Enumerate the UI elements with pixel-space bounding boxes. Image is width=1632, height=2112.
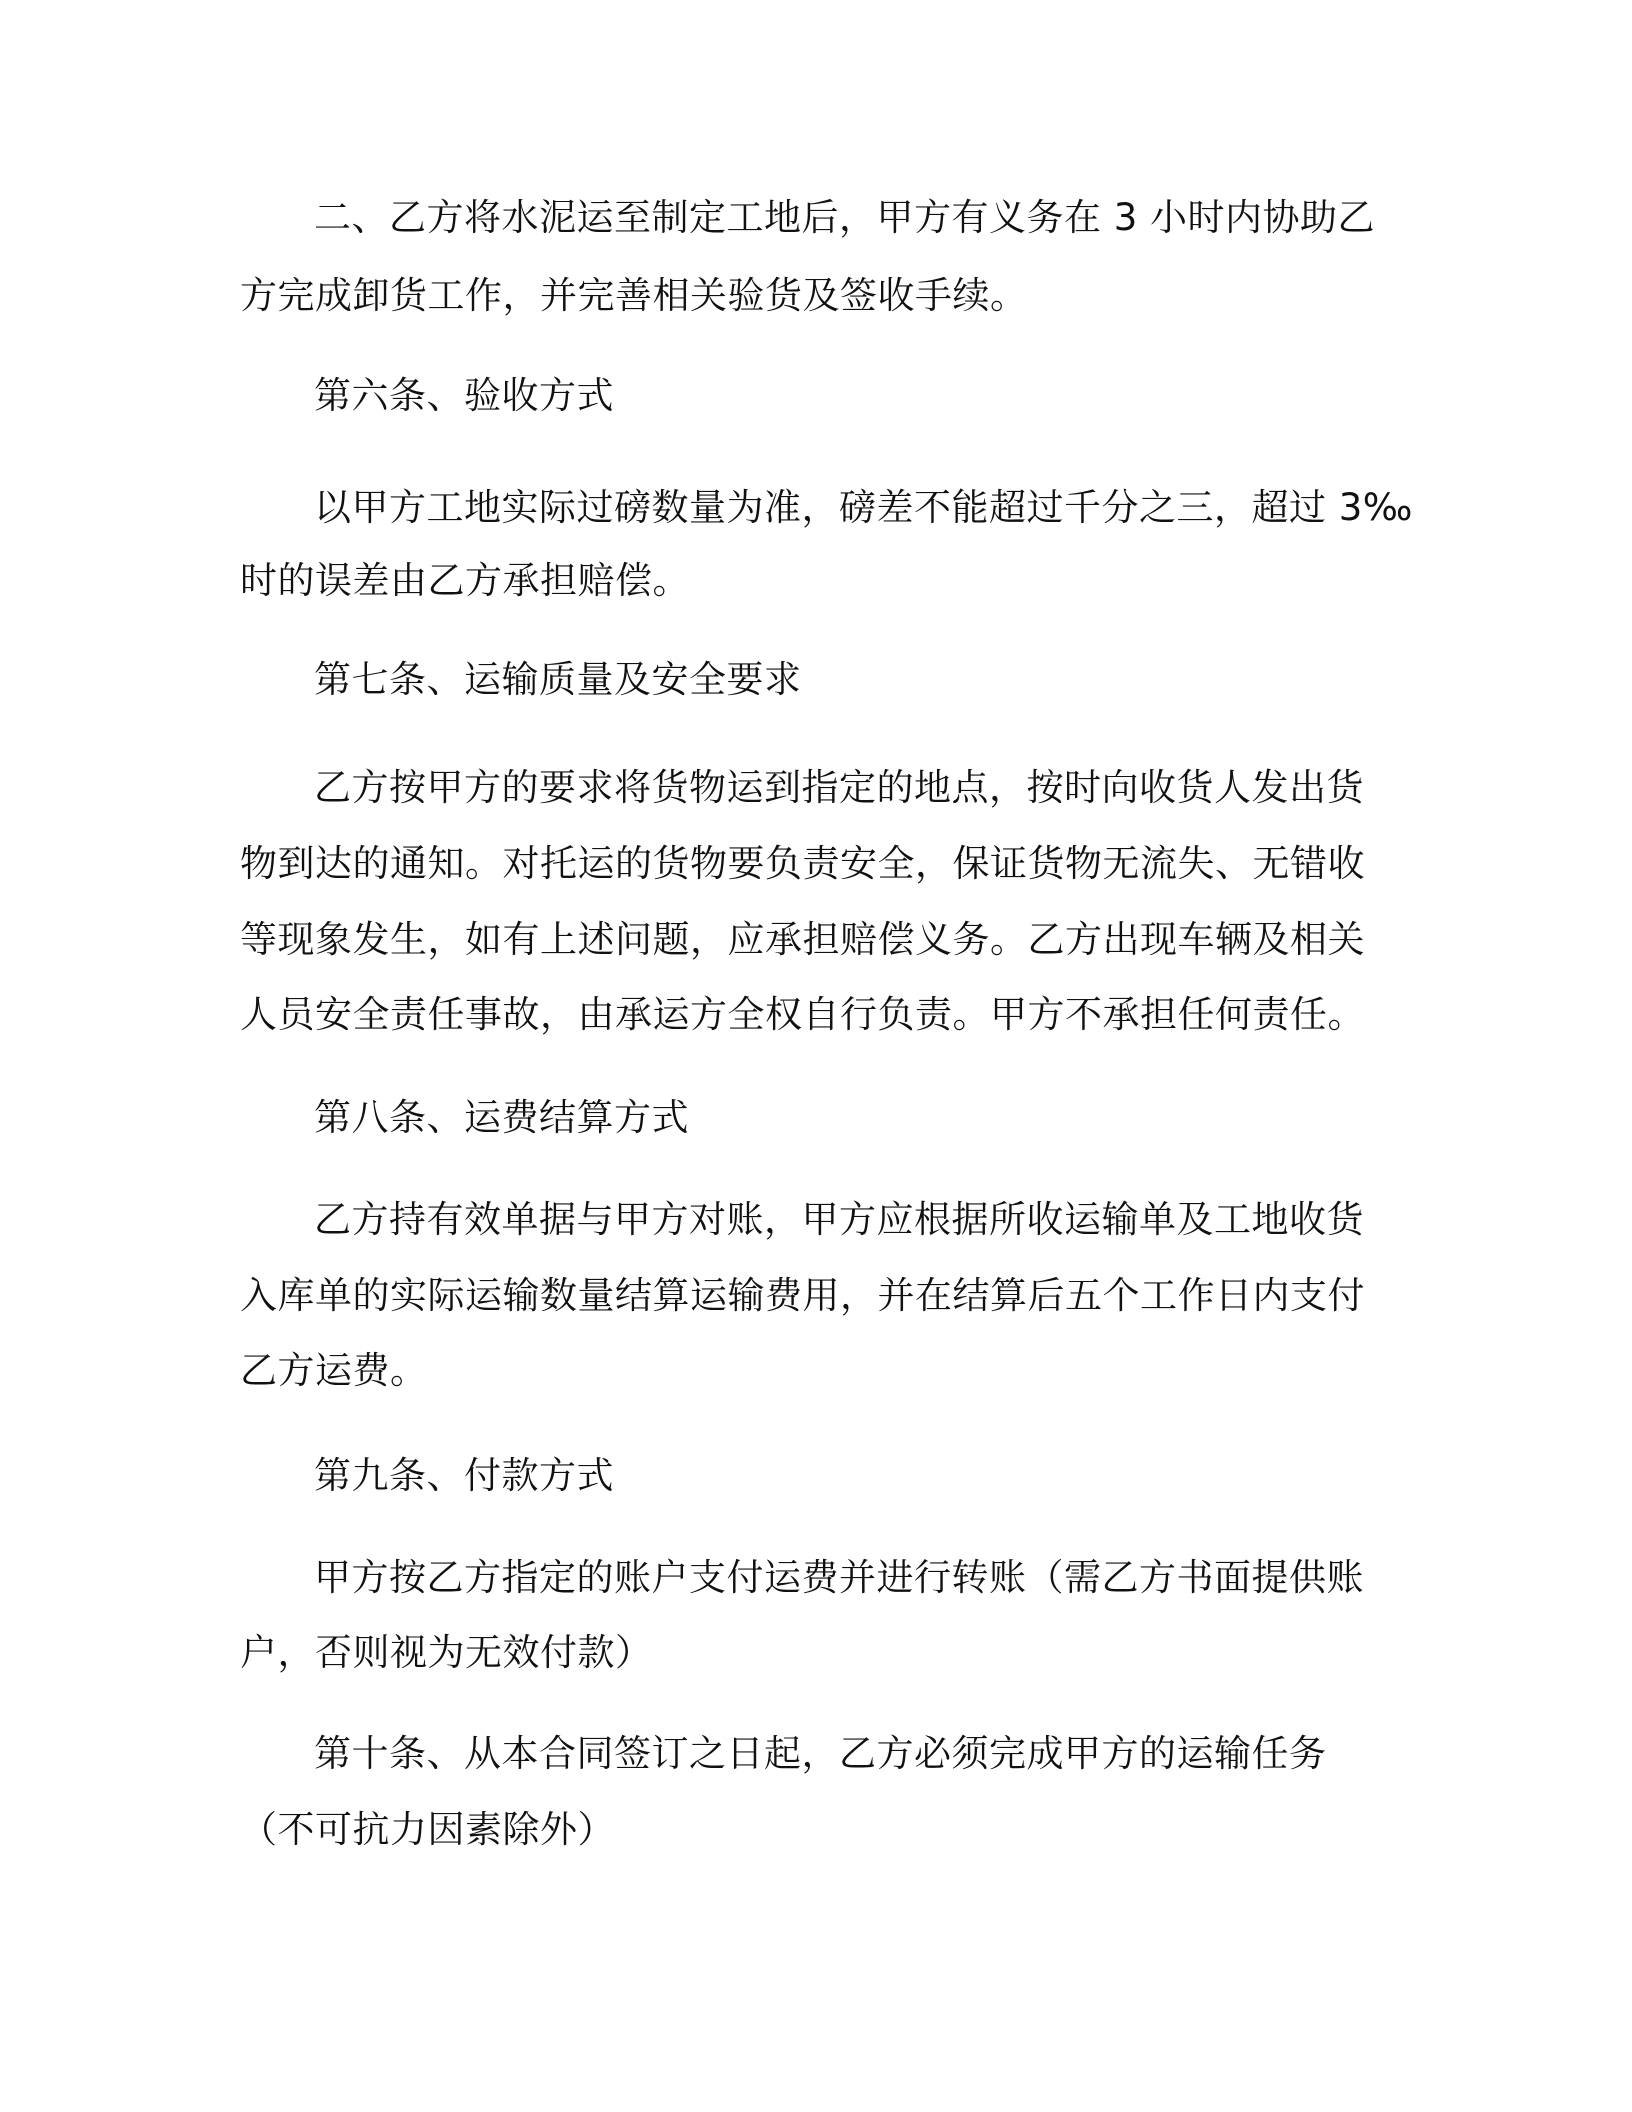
clause-text-line: 物到达的通知。对托运的货物要负责安全，保证货物无流失、无错收 <box>240 842 1365 885</box>
section-heading-article-9: 第九条、付款方式 <box>314 1454 614 1497</box>
clause-text-line: 人员安全责任事故，由承运方全权自行负责。甲方不承担任何责任。 <box>240 993 1365 1036</box>
clause-text-line: 入库单的实际运输数量结算运输费用，并在结算后五个工作日内支付 <box>240 1274 1365 1317</box>
clause-text-line: 二、乙方将水泥运至制定工地后，甲方有义务在 3 小时内协助乙 <box>314 196 1376 239</box>
section-heading-article-10: 第十条、从本合同签订之日起，乙方必须完成甲方的运输任务 <box>314 1732 1327 1775</box>
section-heading-article-7: 第七条、运输质量及安全要求 <box>314 658 802 701</box>
clause-text-line: 户，否则视为无效付款） <box>240 1631 653 1674</box>
clause-text-line: 乙方持有效单据与甲方对账，甲方应根据所收运输单及工地收货 <box>314 1198 1364 1241</box>
clause-text-line: 甲方按乙方指定的账户支付运费并进行转账（需乙方书面提供账 <box>314 1556 1364 1599</box>
clause-text-line: 以甲方工地实际过磅数量为准，磅差不能超过千分之三，超过 3‰ <box>314 486 1413 529</box>
clause-text-line: 乙方按甲方的要求将货物运到指定的地点，按时向收货人发出货 <box>314 766 1364 809</box>
clause-text-line: 方完成卸货工作，并完善相关验货及签收手续。 <box>240 274 1028 317</box>
section-heading-article-6: 第六条、验收方式 <box>314 374 614 417</box>
clause-text-line: 等现象发生，如有上述问题，应承担赔偿义务。乙方出现车辆及相关 <box>240 918 1365 961</box>
clause-text-line: （不可抗力因素除外） <box>240 1808 615 1851</box>
clause-text-line: 乙方运费。 <box>240 1349 428 1392</box>
section-heading-article-8: 第八条、运费结算方式 <box>314 1096 689 1139</box>
clause-text-line: 时的误差由乙方承担赔偿。 <box>240 559 690 602</box>
